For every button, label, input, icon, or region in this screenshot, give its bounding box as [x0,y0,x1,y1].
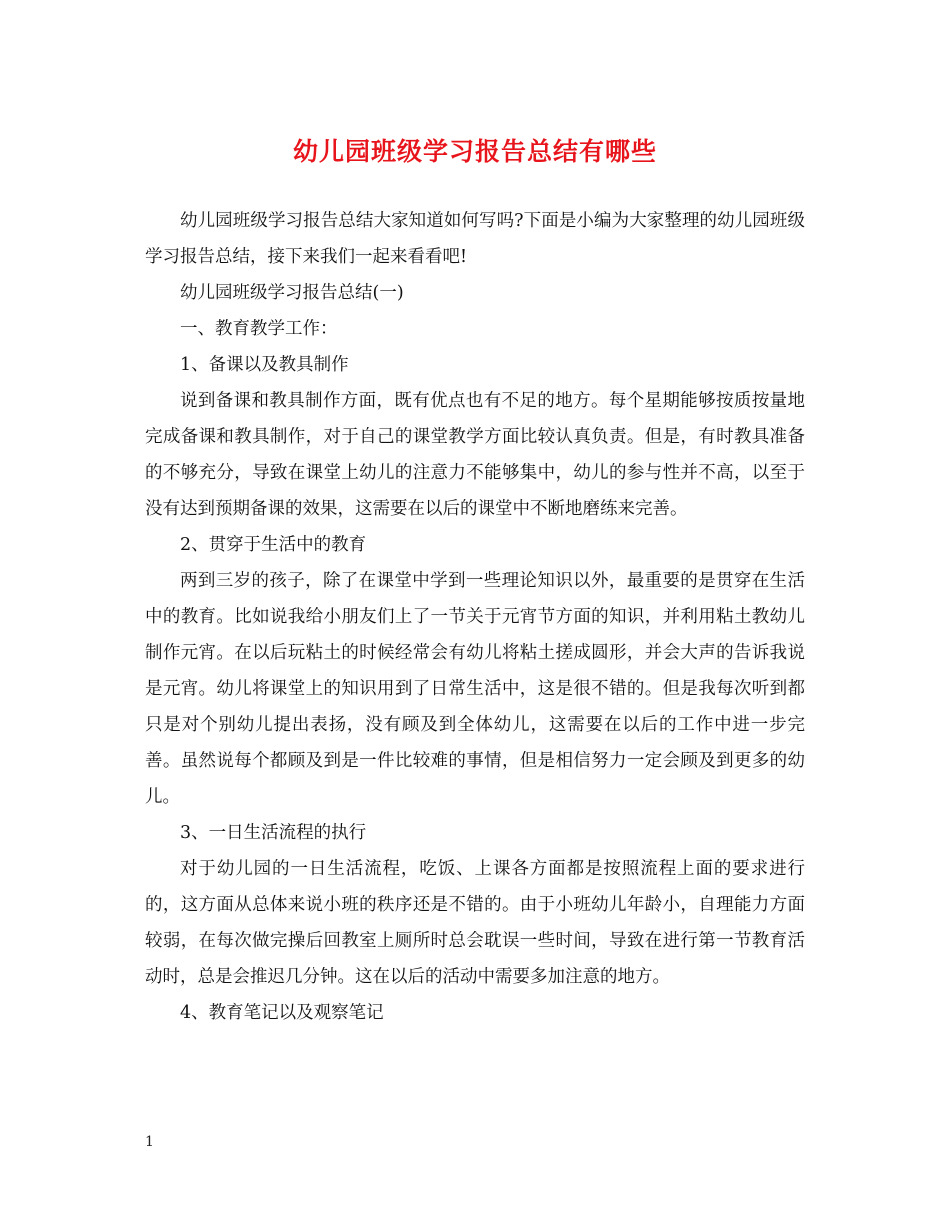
document-title: 幼儿园班级学习报告总结有哪些 [292,137,657,166]
body-paragraph: 两到三岁的孩子，除了在课堂中学到一些理论知识以外，最重要的是贯穿在生活中的教育。比如说我给小朋友们上了一节关于元宵节方面的知识，并利用粘土教幼儿制作元宵。在以后玩粘土的时候经常会有幼儿将粘土搓成圆形，并会大声的告诉我说是元宵。幼儿将课堂上的知识用到了日常生活中，这是很不错的。但是我每次听到都只是对个别幼儿提出表扬，没有顾及到全体幼儿，这需要在以后的工作中进一步完善。虽然说每个都顾及到是一件比较难的事情，但是相信努力一定会顾及到更多的幼儿。 [145,571,805,807]
section-heading: 幼儿园班级学习报告总结(一) [180,283,404,303]
item-heading: 1、备课以及教具制作 [180,355,349,375]
page-number: 1 [145,1134,154,1150]
item-heading: 4、教育笔记以及观察笔记 [180,1003,384,1023]
item-heading: 3、一日生活流程的执行 [180,823,367,843]
subsection-heading: 一、教育教学工作： [180,319,338,339]
document-body [145,203,805,1031]
body-paragraph: 说到备课和教具制作方面，既有优点也有不足的地方。每个星期能够按质按量地完成备课和教具制作，对于自己的课堂教学方面比较认真负责。但是，有时教具准备的不够充分，导致在课堂上幼儿的注意力不能够集中，幼儿的参与性并不高，以至于没有达到预期备课的效果，这需要在以后的课堂中不断地磨练来完善。 [145,391,805,519]
item-heading: 2、贯穿于生活中的教育 [180,535,367,555]
intro-paragraph: 幼儿园班级学习报告总结大家知道如何写吗?下面是小编为大家整理的幼儿园班级学习报告总结，接下来我们一起来看看吧! [145,211,805,267]
body-paragraph: 对于幼儿园的一日生活流程，吃饭、上课各方面都是按照流程上面的要求进行的，这方面从总体来说小班的秩序还是不错的。由于小班幼儿年龄小，自理能力方面较弱，在每次做完操后回教室上厕所时总会耽误一些时间，导致在进行第一节教育活动时，总是会推迟几分钟。这在以后的活动中需要多加注意的地方。 [145,859,805,987]
